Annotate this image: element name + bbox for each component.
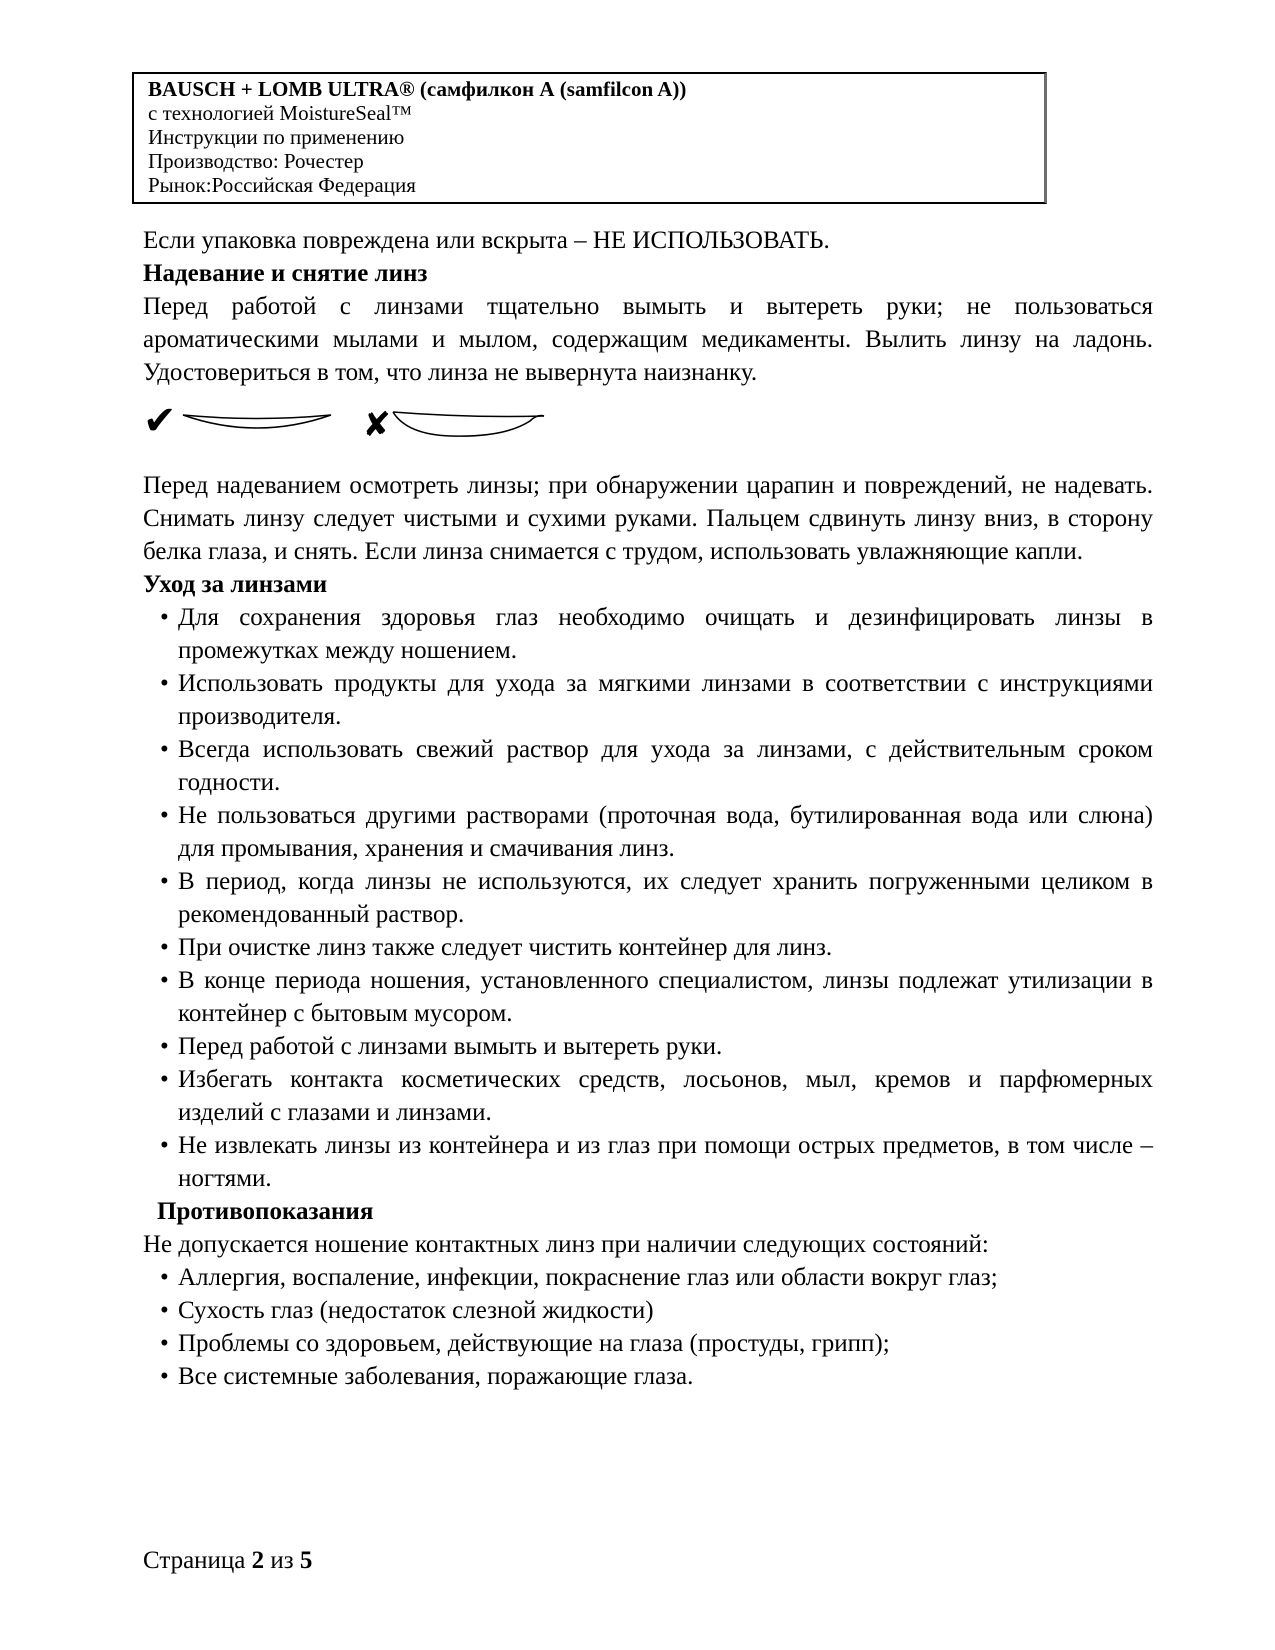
product-technology: с технологией MoistureSeal™ xyxy=(148,101,412,125)
document-type: Инструкции по применению xyxy=(148,125,405,149)
care-list-item: • Не извлекать линзы из контейнера и из глаз при помощи острых предметов, в том числе – ногтями. xyxy=(160,1129,1153,1195)
care-list-item: • При очистке линз также следует чистить контейнер для линз. xyxy=(160,931,1153,964)
care-list-item: • Избегать контакта косметических средств, лосьонов, мыл, кремов и парфюмерных изделий с глазами и линзами. xyxy=(160,1063,1153,1129)
product-title: BAUSCH + LOMB ULTRA® (самфилкон А (samfilcon A)) xyxy=(148,77,687,101)
section-heading-contraindications: Противопоказания xyxy=(157,1198,374,1225)
contraindication-item: • Сухость глаз (недостаток слезной жидкости) xyxy=(160,1294,1153,1327)
contraindications-list xyxy=(143,1261,1153,1393)
lens-orientation-figure xyxy=(143,397,1153,445)
product-header-box xyxy=(132,72,1047,204)
contraindication-item: • Все системные заболевания, поражающие глаза. xyxy=(160,1360,1153,1393)
care-list-item: • Использовать продукты для ухода за мягкими линзами в соответствии с инструкциями производителя. xyxy=(160,667,1153,733)
donning-paragraph-1: Перед работой с линзами тщательно вымыть и вытереть руки; не пользоваться ароматическими мылами и мылом, содержащим медикаменты. Вылить линзу на ладонь. Удостовериться в том, что линза не вывернута наизнанку. xyxy=(143,293,1153,386)
care-instructions-list xyxy=(143,601,1153,1195)
cross-icon: ✘ xyxy=(362,405,392,445)
checkmark-icon: ✔ xyxy=(143,398,177,444)
contraindications-intro: Не допускается ношение контактных линз при наличии следующих состояний: xyxy=(143,1231,989,1258)
care-list-item: • Для сохранения здоровья глаз необходимо очищать и дезинфицировать линзы в промежутках между ношением. xyxy=(160,601,1153,667)
section-heading-donning: Надевание и снятие линз xyxy=(143,260,428,287)
care-list-item: • В период, когда линзы не используются, их следует хранить погруженными целиком в рекомендованный раствор. xyxy=(160,865,1153,931)
correct-lens-icon xyxy=(179,405,335,445)
page-footer xyxy=(143,1544,312,1577)
production-site: Производство: Рочестер xyxy=(148,149,364,173)
document-content xyxy=(143,72,1153,1393)
market-region: Рынок:Российская Федерация xyxy=(148,173,416,197)
care-list-item: • Перед работой с линзами вымыть и вытереть руки. xyxy=(160,1030,1153,1063)
care-list-item: • В конце периода ношения, установленного специалистом, линзы подлежат утилизации в контейнер с бытовым мусором. xyxy=(160,964,1153,1030)
care-list-item: • Всегда использовать свежий раствор для ухода за линзами, с действительным сроком годности. xyxy=(160,733,1153,799)
contraindication-item: • Аллергия, воспаление, инфекции, покраснение глаз или области вокруг глаз; xyxy=(160,1261,1153,1294)
footer-total-pages: 5 xyxy=(299,1547,313,1574)
package-warning-text: Если упаковка повреждена или вскрыта – НЕ ИСПОЛЬЗОВАТЬ. xyxy=(143,227,830,254)
donning-paragraph-2: Перед надеванием осмотреть линзы; при обнаружении царапин и повреждений, не надевать. Снимать линзу следует чистыми и сухими руками. Пальцем сдвинуть линзу вниз, в сторону белка глаза, и снять. Если линза снимается с трудом, использовать увлажняющие капли. xyxy=(143,472,1153,565)
contraindication-item: • Проблемы со здоровьем, действующие на глаза (простуды, грипп); xyxy=(160,1327,1153,1360)
footer-label: Страница xyxy=(143,1547,246,1574)
inverted-lens-icon xyxy=(391,405,547,445)
footer-page-number: 2 xyxy=(251,1547,265,1574)
care-list-item: • Не пользоваться другими растворами (проточная вода, бутилированная вода или слюна) для промывания, хранения и смачивания линз. xyxy=(160,799,1153,865)
footer-of-label: из xyxy=(270,1547,294,1574)
section-heading-care: Уход за линзами xyxy=(143,571,328,598)
